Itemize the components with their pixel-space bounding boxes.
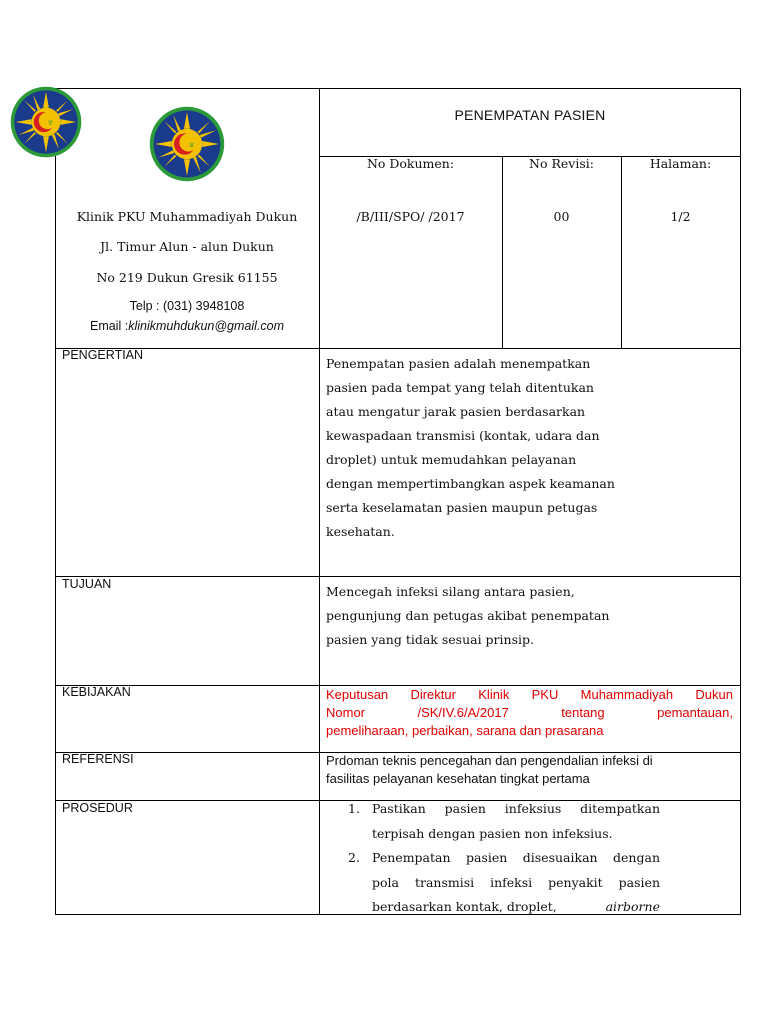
kebijakan-text [326,686,733,740]
svg-text:۩: ۩ [188,140,195,149]
prosedur-line: pola transmisi infeksi penyakit pasien [372,874,660,890]
no-revisi-value: 00 [553,209,570,224]
tujuan-text [326,580,657,652]
referensi-line: fasilitas pelayanan kesehatan tingkat pertama [326,771,590,786]
pengertian-text [326,352,657,544]
prosedur-line: Penempatan pasien disesuaikan dengan [372,850,660,865]
clinic-email-line [55,318,319,333]
row-divider-tujuan [55,576,741,577]
prosedur-line: berdasarkan kontak, droplet, [372,899,557,914]
prosedur-line: Pastikan pasien infeksius ditempatkan [372,801,660,816]
no-dokumen-value: /B/III/SPO/ /2017 [356,209,465,224]
prosedur-last-line [372,895,660,920]
table-right-border [740,88,741,915]
tujuan-label: TUJUAN [62,577,112,591]
document-title: PENEMPATAN PASIEN [454,107,606,123]
row-divider-pengertian [55,348,741,349]
referensi-line: Prdoman teknis pencegahan dan pengendalian infeksi di [326,753,653,768]
halaman-label: Halaman: [649,156,712,171]
tujuan-line: pasien yang tidak sesuai prinsip. [326,632,534,647]
prosedur-item-number: 2. [348,850,360,865]
kebijakan-label: KEBIJAKAN [62,685,131,699]
meta-col-divider-2 [621,156,622,348]
clinic-street: Jl. Timur Alun - alun Dukun [100,239,274,254]
prosedur-list [326,797,660,920]
pengertian-line: serta keselamatan pasien maupun petugas [326,500,598,515]
referensi-text [326,752,733,788]
email-label: Email : [89,319,129,333]
pengertian-line: droplet) untuk memudahkan pelayanan [326,452,577,467]
muhammadiyah-sun-logo-icon [149,106,225,182]
tujuan-line: pengunjung dan petugas akibat penempatan [326,608,610,623]
prosedur-item-number: 1. [348,801,360,816]
muhammadiyah-sun-logo-icon [10,86,82,158]
prosedur-item [326,846,660,920]
table-top-border [55,88,741,89]
no-revisi-label: No Revisi: [529,156,594,171]
referensi-label: REFERENSI [62,752,134,766]
clinic-address: No 219 Dukun Gresik 61155 [96,270,278,285]
clinic-name: Klinik PKU Muhammadiyah Dukun [76,209,298,224]
pengertian-line: kewaspadaan transmisi (kontak, udara dan [326,428,600,443]
pengertian-label: PENGERTIAN [62,348,144,362]
pengertian-line: kesehatan. [326,524,395,539]
body-col-divider [319,348,320,915]
svg-text:۩: ۩ [47,118,53,127]
meta-col-divider-1 [502,156,503,348]
muhammadiyah-logo-corner [10,86,82,158]
kebijakan-line: Nomor /SK/IV.6/A/2017 tentang pemantauan, [326,705,733,720]
tujuan-line: Mencegah infeksi silang antara pasien, [326,584,575,599]
kebijakan-line: pemeliharaan, perbaikan, sarana dan prasarana [326,723,604,738]
pengertian-line: atau mengatur jarak pasien berdasarkan [326,404,586,419]
pengertian-line: dengan mempertimbangkan aspek keamanan [326,476,615,491]
no-dokumen-label: No Dokumen: [366,156,455,171]
prosedur-italic-tail: airborne [605,899,660,914]
prosedur-line: terpisah dengan pasien non infeksius. [372,825,613,841]
halaman-value: 1/2 [670,209,691,224]
prosedur-label: PROSEDUR [62,801,133,815]
clinic-phone: Telp : (031) 3948108 [129,299,245,313]
prosedur-item [326,797,660,846]
pengertian-line: pasien pada tempat yang telah ditentukan [326,380,594,395]
clinic-email[interactable]: klinikmuhdukun@gmail.com [128,319,284,333]
pengertian-line: Penempatan pasien adalah menempatkan [326,356,591,371]
kebijakan-line: Keputusan Direktur Klinik PKU Muhammadiyah Dukun [326,687,733,702]
muhammadiyah-logo-header [149,106,225,182]
